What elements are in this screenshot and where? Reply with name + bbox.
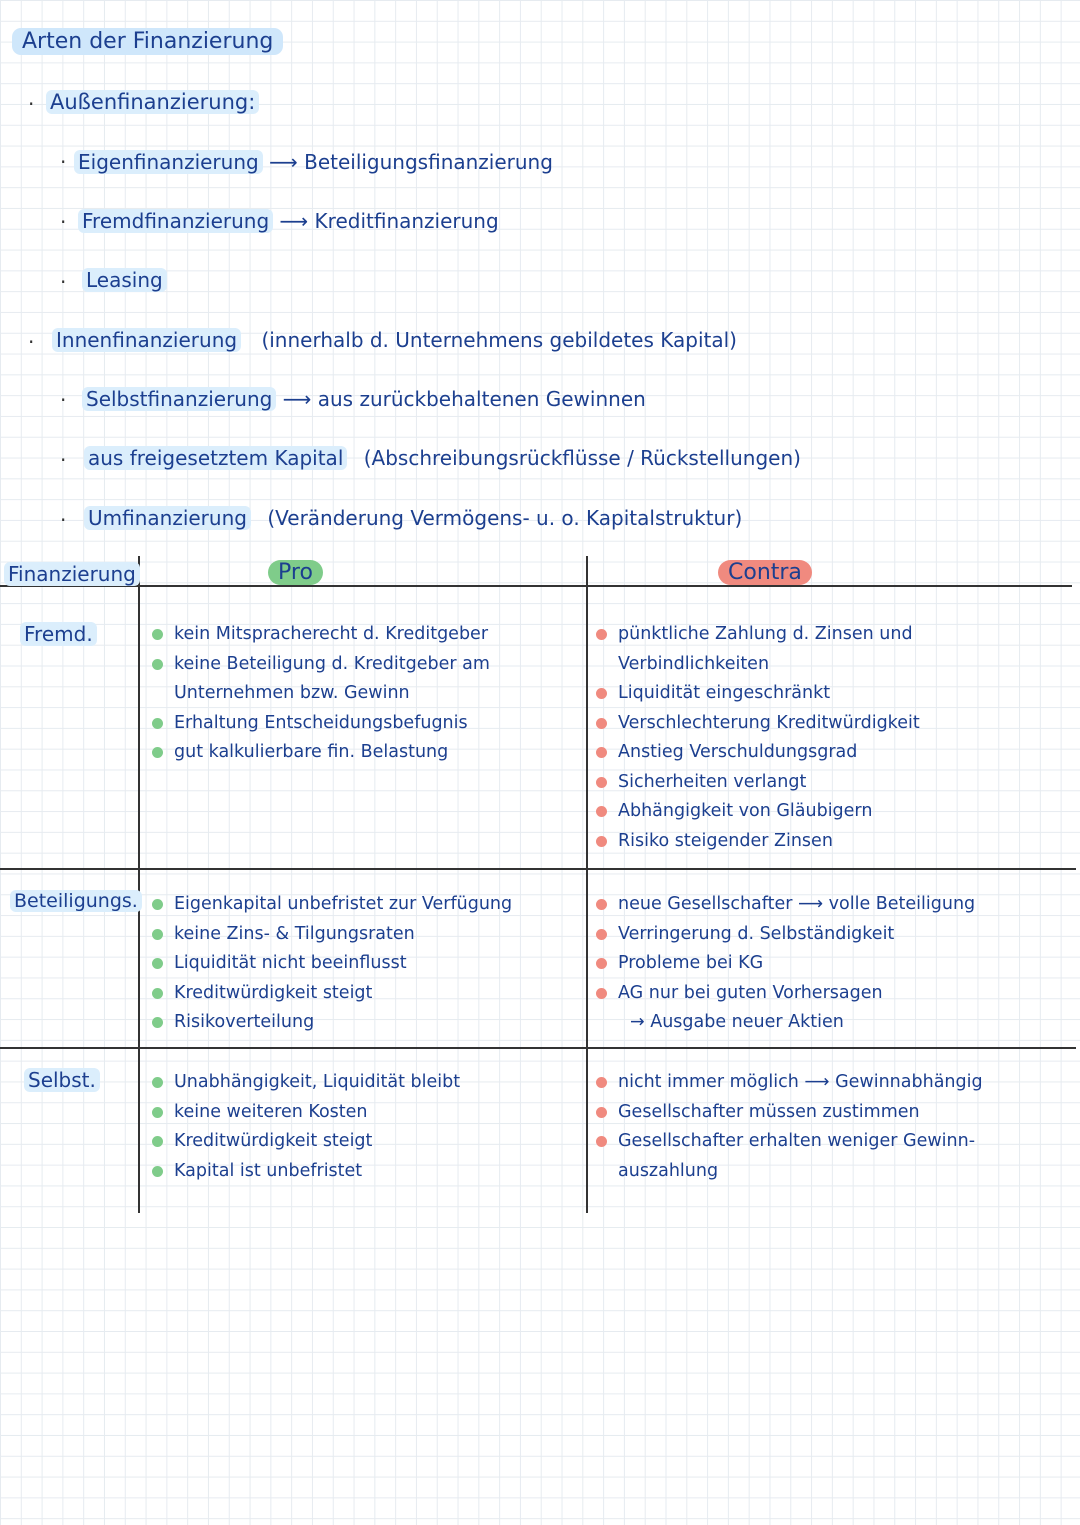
table-row-rule <box>0 1047 1076 1049</box>
table-column-rule <box>138 556 140 1213</box>
list-item: Risiko steigender Zinsen <box>594 827 920 857</box>
innen-item-freigesetzt <box>84 446 801 470</box>
aussen-item-leasing <box>82 268 167 292</box>
table-corner-label: Finanzierung <box>4 562 140 586</box>
aussen-item-label: Fremdfinanzierung <box>78 209 273 233</box>
pro-cell-selbst <box>150 1068 460 1186</box>
list-item: Unternehmen bzw. Gewinn <box>174 683 410 703</box>
list-item: Unabhängigkeit, Liquidität bleibt <box>150 1068 460 1098</box>
arrow-icon: ⟶ <box>279 209 309 233</box>
contra-cell-beteiligung <box>594 890 975 1038</box>
aussen-item-label: Leasing <box>82 268 167 292</box>
innen-item-label: aus freigesetztem Kapital <box>84 446 347 470</box>
table-column-rule <box>586 556 588 1213</box>
bullet-dot-icon <box>596 958 607 969</box>
contra-header: Contra <box>718 560 812 585</box>
aussen-item-target: Beteiligungsfinanzierung <box>304 150 553 174</box>
bullet-dot-icon <box>596 1077 607 1088</box>
table-row-rule <box>0 868 1076 870</box>
list-item: Liquidität eingeschränkt <box>594 679 920 709</box>
list-item: kein Mitspracherecht d. Kreditgeber <box>150 620 490 650</box>
bullet-dot-icon <box>596 629 607 640</box>
list-item: nicht immer möglich ⟶ Gewinnabhängig <box>594 1068 983 1098</box>
innen-heading: Innenfinanzierung <box>52 328 241 352</box>
pro-cell-beteiligung <box>150 890 512 1038</box>
list-item: gut kalkulierbare fin. Belastung <box>150 738 490 768</box>
arrow-icon: ⟶ <box>269 150 298 174</box>
innen-item-label: Selbstfinanzierung <box>82 387 276 411</box>
bullet-dot-icon <box>152 718 163 729</box>
innen-item-note: (Abschreibungsrückflüsse / Rückstellungen) <box>363 446 801 470</box>
pro-cell-fremd <box>150 620 490 768</box>
bullet-dot-icon <box>152 747 163 758</box>
aussen-heading: Außenfinanzierung: <box>46 90 259 114</box>
innen-item-label: Umfinanzierung <box>84 506 251 530</box>
aussen-item-fremd <box>78 209 499 233</box>
list-item: Kapital ist unbefristet <box>150 1157 460 1187</box>
row-label-selbst: Selbst. <box>24 1068 100 1092</box>
list-item: Verschlechterung Kreditwürdigkeit <box>594 709 920 739</box>
bullet-dot: · <box>60 150 67 174</box>
pro-header: Pro <box>268 560 323 585</box>
bullet-dot-icon <box>596 1136 607 1147</box>
contra-cell-fremd <box>594 620 920 856</box>
bullet-dot-icon <box>152 988 163 999</box>
innen-item-selbst <box>82 387 646 411</box>
innen-item-target: aus zurückbehaltenen Gewinnen <box>317 387 646 411</box>
list-item: Probleme bei KG <box>594 949 975 979</box>
list-item: pünktliche Zahlung d. Zinsen und <box>594 620 920 650</box>
list-item: Erhaltung Entscheidungsbefugnis <box>150 709 490 739</box>
list-item: neue Gesellschafter ⟶ volle Beteiligung <box>594 890 975 920</box>
arrow-icon: ⟶ <box>282 387 312 411</box>
list-item: keine Beteiligung d. Kreditgeber am <box>150 650 490 680</box>
list-item: Anstieg Verschuldungsgrad <box>594 738 920 768</box>
bullet-dot-icon <box>152 1107 163 1118</box>
contra-cell-selbst <box>594 1068 983 1186</box>
bullet-dot-icon <box>596 718 607 729</box>
bullet-dot-icon <box>152 1077 163 1088</box>
list-item: Liquidität nicht beeinflusst <box>150 949 512 979</box>
bullet-dot-icon <box>596 929 607 940</box>
innen-note: (innerhalb d. Unternehmens gebildetes Kapital) <box>261 328 737 352</box>
bullet-dot-icon <box>596 688 607 699</box>
innen-heading-line <box>52 328 737 352</box>
aussen-item-eigen <box>74 150 553 174</box>
row-label-fremd: Fremd. <box>20 622 97 646</box>
bullet-dot: · <box>60 270 67 294</box>
bullet-dot-icon <box>152 1136 163 1147</box>
bullet-dot-icon <box>596 806 607 817</box>
bullet-dot-icon <box>596 777 607 788</box>
bullet-dot: · <box>28 330 35 354</box>
list-item: Gesellschafter müssen zustimmen <box>594 1098 983 1128</box>
list-item: Sicherheiten verlangt <box>594 768 920 798</box>
innen-item-note: (Veränderung Vermögens- u. o. Kapitalstruktur) <box>267 506 743 530</box>
page-title: Arten der Finanzierung <box>12 28 283 55</box>
list-item: keine Zins- & Tilgungsraten <box>150 920 512 950</box>
list-item: Verringerung d. Selbständigkeit <box>594 920 975 950</box>
list-item: keine weiteren Kosten <box>150 1098 460 1128</box>
table-header-rule <box>0 585 1072 587</box>
bullet-dot-icon <box>152 958 163 969</box>
list-item: Gesellschafter erhalten weniger Gewinn- <box>594 1127 983 1157</box>
list-item: Eigenkapital unbefristet zur Verfügung <box>150 890 512 920</box>
list-item: auszahlung <box>618 1160 719 1181</box>
list-item: Kreditwürdigkeit steigt <box>150 979 512 1009</box>
bullet-dot-icon <box>596 836 607 847</box>
bullet-dot-icon <box>152 629 163 640</box>
bullet-dot: · <box>60 210 67 234</box>
bullet-dot-icon <box>596 988 607 999</box>
list-item: Verbindlichkeiten <box>618 653 770 674</box>
innen-item-umfinanzierung <box>84 506 742 530</box>
bullet-dot-icon <box>152 659 163 670</box>
bullet-dot: · <box>28 92 35 116</box>
aussen-item-target: Kreditfinanzierung <box>314 209 499 233</box>
bullet-dot-icon <box>152 929 163 940</box>
row-label-beteiligung: Beteiligungs. <box>10 890 142 912</box>
list-item: AG nur bei guten Vorhersagen <box>594 979 975 1009</box>
bullet-dot: · <box>60 448 67 472</box>
bullet-dot: · <box>60 508 67 532</box>
bullet-dot-icon <box>596 1107 607 1118</box>
list-item: Risikoverteilung <box>150 1008 512 1038</box>
bullet-dot-icon <box>152 899 163 910</box>
bullet-dot-icon <box>152 1017 163 1028</box>
aussen-item-label: Eigenfinanzierung <box>74 150 263 174</box>
list-item: Abhängigkeit von Gläubigern <box>594 797 920 827</box>
list-item: Kreditwürdigkeit steigt <box>150 1127 460 1157</box>
bullet-dot-icon <box>596 747 607 758</box>
bullet-dot-icon <box>596 899 607 910</box>
list-item: → Ausgabe neuer Aktien <box>630 1012 844 1032</box>
bullet-dot: · <box>60 388 67 412</box>
bullet-dot-icon <box>152 1166 163 1177</box>
